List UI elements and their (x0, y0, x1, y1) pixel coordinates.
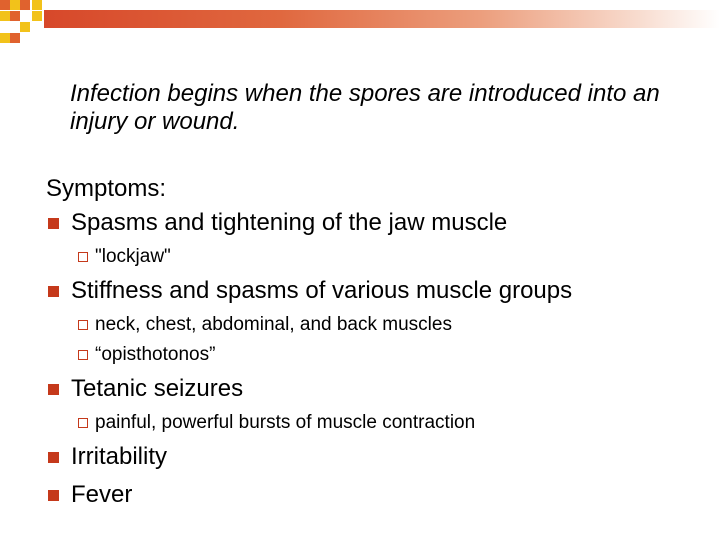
list-item (46, 272, 706, 310)
corner-square-yellow (32, 11, 42, 21)
filled-square-icon (48, 286, 59, 297)
sub-list-item (46, 310, 706, 340)
corner-square-orange (20, 0, 30, 10)
list-item-label: Tetanic seizures (71, 375, 244, 402)
header-gradient-bar (44, 10, 720, 28)
list-item (46, 204, 706, 242)
list-item (46, 438, 706, 476)
list-item (46, 370, 706, 408)
sub-list-item (46, 242, 706, 272)
filled-square-icon (48, 452, 59, 463)
sub-list-item-label: “opisthotonos” (95, 344, 216, 365)
corner-square-yellow (20, 22, 30, 32)
sub-list-item-label: "lockjaw" (95, 246, 171, 267)
corner-square-yellow (32, 0, 42, 10)
list-item-label: Stiffness and spasms of various muscle groups (71, 277, 573, 304)
filled-square-icon (48, 490, 59, 501)
hollow-square-icon (78, 418, 88, 428)
sub-list-item-label: neck, chest, abdominal, and back muscles (95, 314, 452, 335)
corner-square-orange (0, 0, 10, 10)
corner-square-orange (10, 11, 20, 21)
filled-square-icon (48, 218, 59, 229)
list-item (46, 476, 706, 514)
sub-list-item-label: painful, powerful bursts of muscle contraction (95, 412, 476, 433)
hollow-square-icon (78, 320, 88, 330)
symptoms-heading: Symptoms: (46, 175, 167, 202)
corner-square-yellow (0, 33, 10, 43)
list-item-label: Fever (71, 481, 133, 508)
sub-list-item (46, 340, 706, 370)
symptom-list (46, 204, 706, 514)
hollow-square-icon (78, 252, 88, 262)
list-item-label: Irritability (71, 443, 168, 470)
corner-square-orange (10, 33, 20, 43)
hollow-square-icon (78, 350, 88, 360)
intro-text: Infection begins when the spores are introduced into an injury or wound. (70, 80, 660, 135)
corner-square-yellow (0, 11, 10, 21)
corner-square-yellow (10, 0, 20, 10)
list-item-label: Spasms and tightening of the jaw muscle (71, 209, 508, 236)
filled-square-icon (48, 384, 59, 395)
sub-list-item (46, 408, 706, 438)
